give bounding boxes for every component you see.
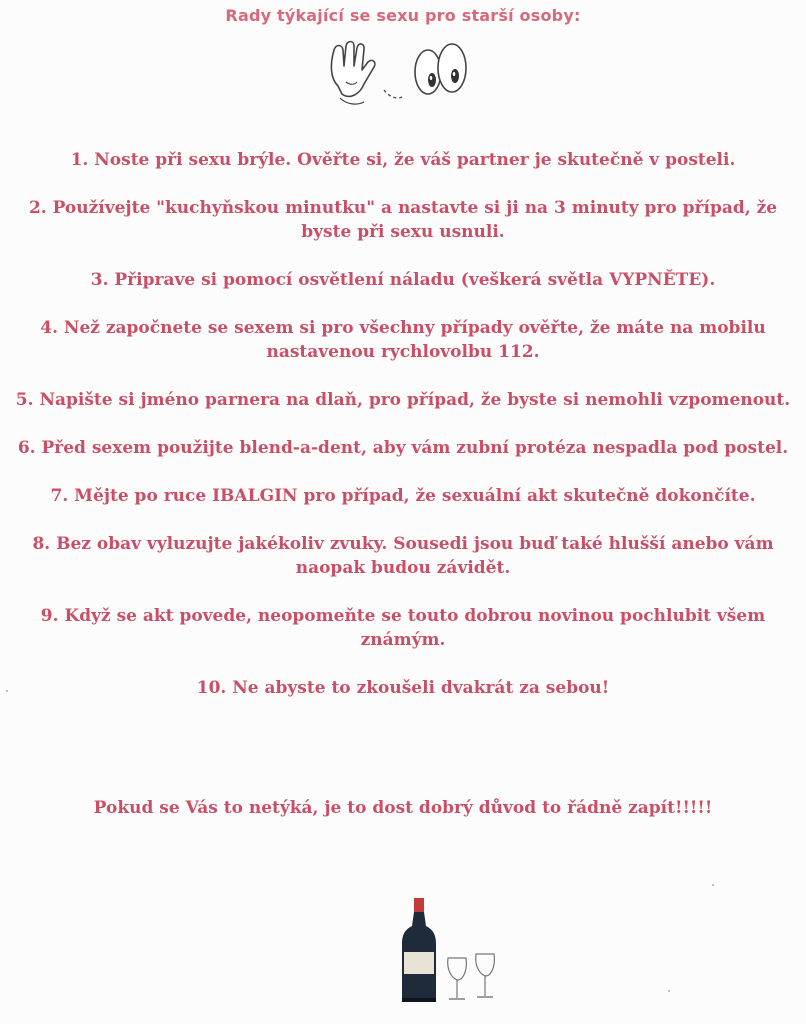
closing-line: Pokud se Vás to netýká, je to dost dobrý důvod to řádně zapít!!!!! xyxy=(93,798,713,818)
list-item: 6. Před sexem použijte blend-a-dent, aby vám zubní protéza nespadla pod postel. xyxy=(17,438,789,458)
page-title: Rady týkající se sexu pro starší osoby: xyxy=(225,6,581,25)
waving-hand-and-eyes-icon xyxy=(324,38,474,110)
list-item: 2. Používejte "kuchyňskou minutku" a nastavte si ji na 3 minuty pro případ, že byste při sexu usnuli. xyxy=(28,198,778,242)
paper-speck xyxy=(668,990,670,992)
list-item: 9. Když se akt povede, neopomeňte se touto dobrou novinou pochlubit všem známým. xyxy=(40,606,766,650)
list-item: 8. Bez obav vyluzujte jakékoliv zvuky. Sousedi jsou buď také hlušší anebo vám naopak budou závidět. xyxy=(32,534,774,578)
list-item: 5. Napište si jméno parnera na dlaň, pro případ, že byste si nemohli vzpomenout. xyxy=(15,390,791,410)
wine-bottle-and-glasses-icon xyxy=(396,890,506,1010)
list-item: 7. Mějte po ruce IBALGIN pro případ, že sexuální akt skutečně dokončíte. xyxy=(50,486,756,506)
list-item: 1. Noste při sexu brýle. Ověřte si, že váš partner je skutečně v posteli. xyxy=(70,150,736,170)
paper-speck xyxy=(6,690,8,692)
list-item: 4. Než započnete se sexem si pro všechny případy ověřte, že máte na mobilu nastavenou rychlovolbu 112. xyxy=(40,318,766,362)
list-item: 3. Připrave si pomocí osvětlení náladu (veškerá světla VYPNĚTE). xyxy=(90,270,716,290)
list-item: 10. Ne abyste to zkoušeli dvakrát za sebou! xyxy=(196,678,610,698)
tips-list xyxy=(0,148,806,724)
paper-speck xyxy=(712,884,714,886)
